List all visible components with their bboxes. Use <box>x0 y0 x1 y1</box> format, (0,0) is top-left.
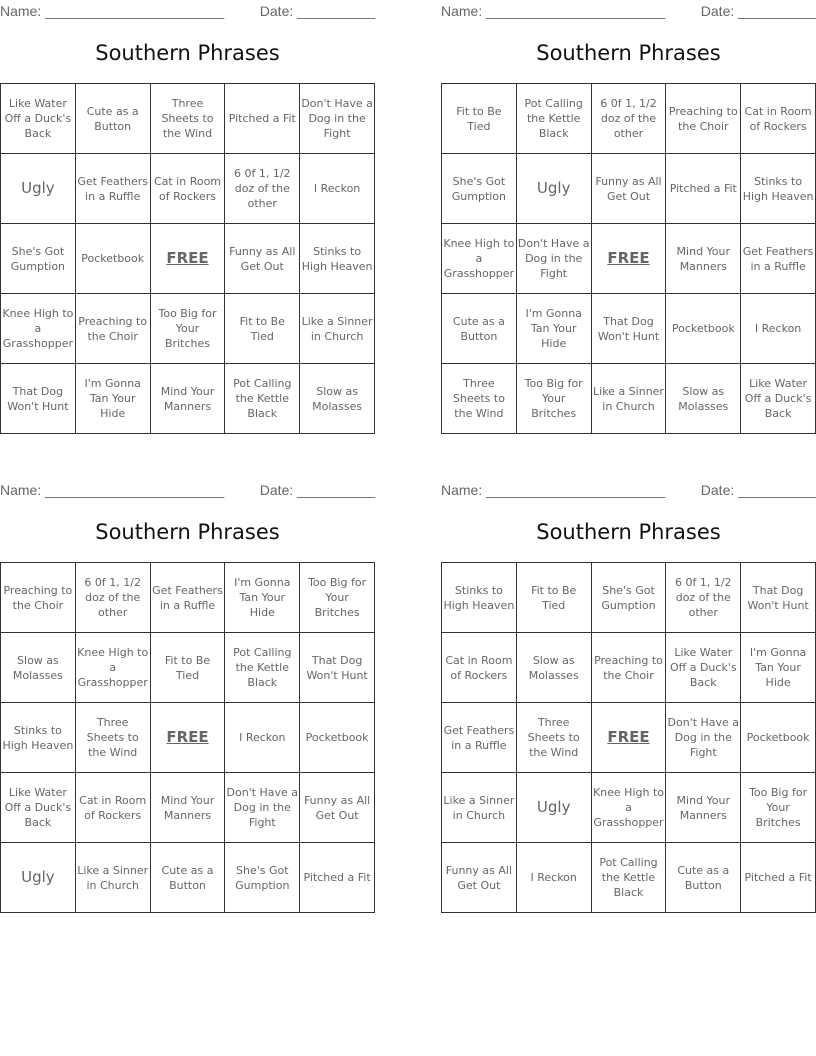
phrase-cell: Get Feathers in a Ruffle <box>75 154 150 224</box>
phrase-cell: Ugly <box>516 154 591 224</box>
name-field-label: Name: _______________________ <box>441 482 666 498</box>
phrase-cell: Pocketbook <box>75 224 150 294</box>
phrase-cell: Like a Sinner in Church <box>75 843 150 913</box>
phrase-cell: I'm Gonna Tan Your Hide <box>75 364 150 434</box>
phrase-cell: 6 0f 1, 1/2 doz of the other <box>591 84 666 154</box>
phrase-cell: Slow as Molasses <box>300 364 375 434</box>
phrase-cell: Funny as All Get Out <box>300 773 375 843</box>
phrase-cell: Knee High to a Grasshopper <box>591 773 666 843</box>
grid-row <box>1 364 375 434</box>
phrase-cell: 6 0f 1, 1/2 doz of the other <box>75 563 150 633</box>
phrase-cell: Pocketbook <box>741 703 816 773</box>
phrase-cell: I Reckon <box>516 843 591 913</box>
phrase-cell: That Dog Won't Hunt <box>300 633 375 703</box>
phrase-cell: Slow as Molasses <box>666 364 741 434</box>
phrase-cell: I Reckon <box>300 154 375 224</box>
phrase-cell: That Dog Won't Hunt <box>591 294 666 364</box>
phrase-cell: She's Got Gumption <box>225 843 300 913</box>
phrase-cell: Stinks to High Heaven <box>442 563 517 633</box>
grid-row <box>1 703 375 773</box>
grid-row <box>1 224 375 294</box>
grid-row <box>442 843 816 913</box>
phrase-cell: 6 0f 1, 1/2 doz of the other <box>225 154 300 224</box>
phrase-cell: Too Big for Your Britches <box>516 364 591 434</box>
phrase-cell: Fit to Be Tied <box>516 563 591 633</box>
name-field-label: Name: _______________________ <box>0 3 225 19</box>
phrase-cell: Stinks to High Heaven <box>300 224 375 294</box>
name-field-label: Name: _______________________ <box>441 3 666 19</box>
phrase-cell: Like Water Off a Duck's Back <box>1 773 76 843</box>
phrase-cell: Like Water Off a Duck's Back <box>666 633 741 703</box>
phrase-cell: Ugly <box>1 843 76 913</box>
phrase-cell: Three Sheets to the Wind <box>75 703 150 773</box>
phrase-cell: Too Big for Your Britches <box>150 294 225 364</box>
date-field-label: Date: __________ <box>259 482 375 498</box>
card-title: Southern Phrases <box>95 520 280 544</box>
phrase-cell: Knee High to a Grasshopper <box>1 294 76 364</box>
grid-row <box>1 843 375 913</box>
grid-row <box>442 633 816 703</box>
phrase-cell: Don't Have a Dog in the Fight <box>666 703 741 773</box>
phrase-cell: Cute as a Button <box>666 843 741 913</box>
phrase-cell: Like a Sinner in Church <box>300 294 375 364</box>
phrase-cell: Mind Your Manners <box>150 364 225 434</box>
phrase-cell: Cute as a Button <box>75 84 150 154</box>
grid-row <box>1 563 375 633</box>
phrase-cell: Three Sheets to the Wind <box>442 364 517 434</box>
date-field-label: Date: __________ <box>700 482 816 498</box>
phrase-cell: Fit to Be Tied <box>442 84 517 154</box>
phrase-cell: Preaching to the Choir <box>591 633 666 703</box>
grid-row <box>442 84 816 154</box>
grid-row <box>442 364 816 434</box>
grid-row <box>442 224 816 294</box>
grid-row <box>442 294 816 364</box>
phrase-cell: Pot Calling the Kettle Black <box>591 843 666 913</box>
phrase-cell: Like a Sinner in Church <box>591 364 666 434</box>
phrase-cell: Pitched a Fit <box>225 84 300 154</box>
grid-row <box>1 633 375 703</box>
phrase-cell: Preaching to the Choir <box>666 84 741 154</box>
phrase-cell: Too Big for Your Britches <box>300 563 375 633</box>
grid-row <box>1 294 375 364</box>
phrase-cell: I Reckon <box>225 703 300 773</box>
phrase-cell: Cat in Room of Rockers <box>75 773 150 843</box>
phrase-cell: I'm Gonna Tan Your Hide <box>516 294 591 364</box>
grid-row <box>1 84 375 154</box>
card-header <box>0 479 375 501</box>
phrase-cell: Get Feathers in a Ruffle <box>741 224 816 294</box>
phrase-cell: I'm Gonna Tan Your Hide <box>225 563 300 633</box>
phrase-cell: She's Got Gumption <box>591 563 666 633</box>
phrase-cell: Mind Your Manners <box>666 224 741 294</box>
date-field-label: Date: __________ <box>259 3 375 19</box>
phrase-cell: Three Sheets to the Wind <box>516 703 591 773</box>
phrase-cell: Ugly <box>1 154 76 224</box>
phrase-cell: Pot Calling the Kettle Black <box>225 633 300 703</box>
grid-row <box>442 703 816 773</box>
card-title: Southern Phrases <box>95 41 280 65</box>
bingo-grid <box>441 83 816 434</box>
phrase-cell: Like Water Off a Duck's Back <box>1 84 76 154</box>
phrase-cell: She's Got Gumption <box>1 224 76 294</box>
bingo-grid <box>0 83 375 434</box>
phrase-cell: Get Feathers in a Ruffle <box>442 703 517 773</box>
phrase-cell: Stinks to High Heaven <box>1 703 76 773</box>
phrase-cell: Don't Have a Dog in the Fight <box>516 224 591 294</box>
card-header <box>441 479 816 501</box>
phrase-cell: Knee High to a Grasshopper <box>442 224 517 294</box>
phrase-cell: Pot Calling the Kettle Black <box>225 364 300 434</box>
free-space-cell: FREE <box>150 224 225 294</box>
grid-row <box>442 773 816 843</box>
phrase-cell: I'm Gonna Tan Your Hide <box>741 633 816 703</box>
phrase-cell: Pot Calling the Kettle Black <box>516 84 591 154</box>
phrase-cell: Funny as All Get Out <box>442 843 517 913</box>
phrase-cell: Cat in Room of Rockers <box>150 154 225 224</box>
phrase-cell: Preaching to the Choir <box>1 563 76 633</box>
phrase-cell: Cute as a Button <box>150 843 225 913</box>
phrase-cell: Slow as Molasses <box>516 633 591 703</box>
grid-row <box>1 154 375 224</box>
phrase-cell: Cat in Room of Rockers <box>741 84 816 154</box>
phrase-cell: Don't Have a Dog in the Fight <box>300 84 375 154</box>
phrase-cell: Mind Your Manners <box>150 773 225 843</box>
free-space-cell: FREE <box>591 224 666 294</box>
grid-row <box>1 773 375 843</box>
phrase-cell: Stinks to High Heaven <box>741 154 816 224</box>
phrase-cell: Pitched a Fit <box>741 843 816 913</box>
grid-row <box>442 563 816 633</box>
phrase-cell: Like Water Off a Duck's Back <box>741 364 816 434</box>
phrase-cell: That Dog Won't Hunt <box>1 364 76 434</box>
phrase-cell: Get Feathers in a Ruffle <box>150 563 225 633</box>
phrase-cell: I Reckon <box>741 294 816 364</box>
free-space-cell: FREE <box>150 703 225 773</box>
free-space-cell: FREE <box>591 703 666 773</box>
phrase-cell: Like a Sinner in Church <box>442 773 517 843</box>
bingo-grid <box>441 562 816 913</box>
phrase-cell: Funny as All Get Out <box>225 224 300 294</box>
phrase-cell: She's Got Gumption <box>442 154 517 224</box>
phrase-cell: Too Big for Your Britches <box>741 773 816 843</box>
phrase-cell: Knee High to a Grasshopper <box>75 633 150 703</box>
phrase-cell: Pitched a Fit <box>300 843 375 913</box>
card-header <box>0 0 375 22</box>
card-header <box>441 0 816 22</box>
phrase-cell: Don't Have a Dog in the Fight <box>225 773 300 843</box>
phrase-cell: Preaching to the Choir <box>75 294 150 364</box>
phrase-cell: Pitched a Fit <box>666 154 741 224</box>
date-field-label: Date: __________ <box>700 3 816 19</box>
bingo-grid <box>0 562 375 913</box>
phrase-cell: Ugly <box>516 773 591 843</box>
card-title: Southern Phrases <box>536 41 721 65</box>
phrase-cell: Pocketbook <box>300 703 375 773</box>
phrase-cell: Mind Your Manners <box>666 773 741 843</box>
phrase-cell: Funny as All Get Out <box>591 154 666 224</box>
phrase-cell: Three Sheets to the Wind <box>150 84 225 154</box>
phrase-cell: Fit to Be Tied <box>150 633 225 703</box>
phrase-cell: 6 0f 1, 1/2 doz of the other <box>666 563 741 633</box>
card-title: Southern Phrases <box>536 520 721 544</box>
phrase-cell: Fit to Be Tied <box>225 294 300 364</box>
phrase-cell: Slow as Molasses <box>1 633 76 703</box>
phrase-cell: That Dog Won't Hunt <box>741 563 816 633</box>
name-field-label: Name: _______________________ <box>0 482 225 498</box>
phrase-cell: Cute as a Button <box>442 294 517 364</box>
phrase-cell: Cat in Room of Rockers <box>442 633 517 703</box>
grid-row <box>442 154 816 224</box>
phrase-cell: Pocketbook <box>666 294 741 364</box>
